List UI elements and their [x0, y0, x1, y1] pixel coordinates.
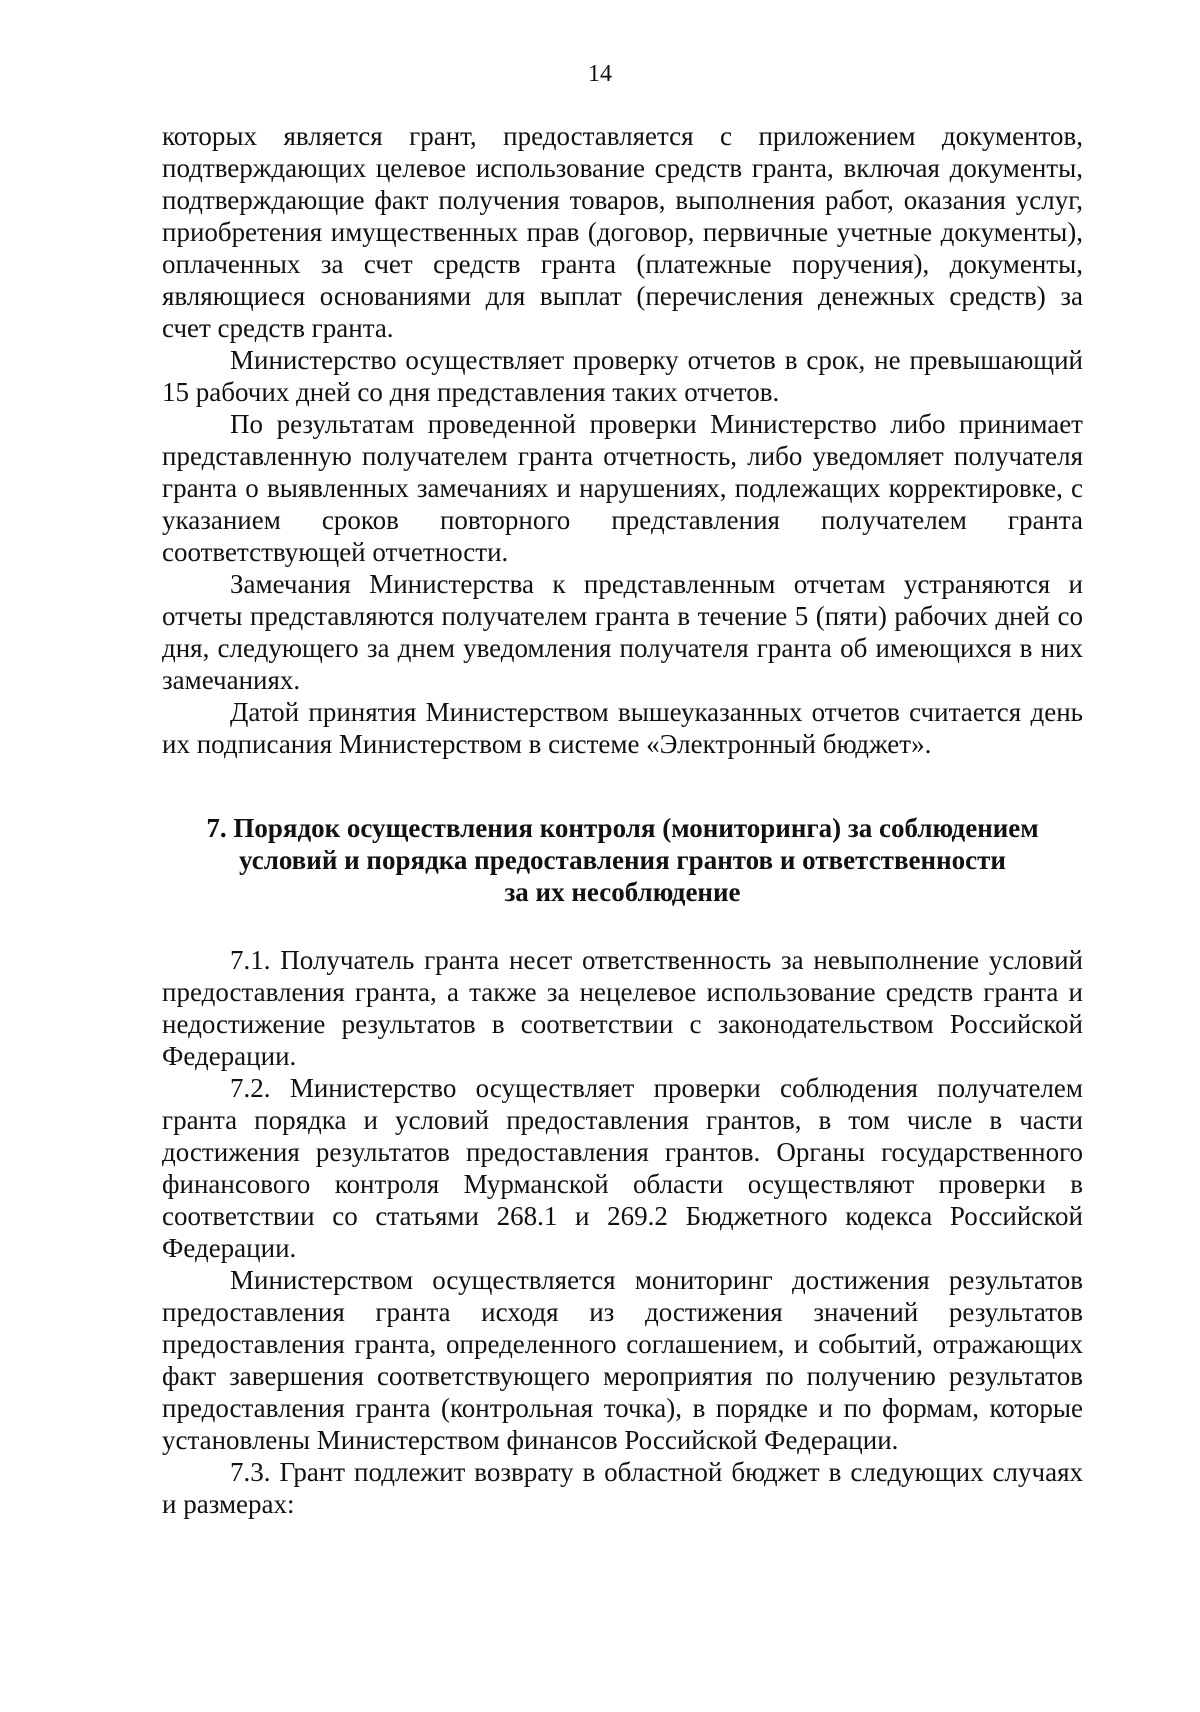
- section-heading-line: условий и порядка предоставления грантов и ответственности: [239, 845, 1006, 875]
- paragraph-check-results: По результатам проведенной проверки Министерство либо принимает представленную получателем гранта отчетность, либо уведомляет получателя гранта о выявленных замечаниях и нарушениях, подлежащих корректировке, с указанием сроков повторного представления получателем гранта соответствующей отчетности.: [162, 409, 1083, 567]
- section-heading-line: за их несоблюдение: [504, 877, 741, 907]
- paragraph-continuation: которых является грант, предоставляется с приложением документов, подтверждающих целевое использование средств гранта, включая документы, подтверждающие факт получения товаров, выполнения работ, оказания услуг, приобретения имущественных прав (договор, первичные учетные документы), оплаченных за счет средств гранта (платежные поручения), документы, являющиеся основаниями для выплат (перечисления денежных средств) за счет средств гранта.: [162, 121, 1083, 343]
- section-heading-line: 7. Порядок осуществления контроля (мониторинга) за соблюдением: [206, 813, 1039, 843]
- paragraph-7-1: 7.1. Получатель гранта несет ответственность за невыполнение условий предоставления гранта, а также за нецелевое использование средств гранта и недостижение результатов в соответствии с законодательством Российской Федерации.: [162, 945, 1083, 1071]
- paragraph-report-check-deadline: Министерство осуществляет проверку отчетов в срок, не превышающий 15 рабочих дней со дня представления таких отчетов.: [162, 345, 1083, 407]
- document-body: [162, 120, 1083, 1520]
- section-heading: [162, 812, 1083, 908]
- paragraph-remarks-correction: Замечания Министерства к представленным отчетам устраняются и отчеты представляются получателем гранта в течение 5 (пяти) рабочих дней со дня, следующего за днем уведомления получателя гранта об имеющихся в них замечаниях.: [162, 569, 1083, 695]
- paragraph-acceptance-date: Датой принятия Министерством вышеуказанных отчетов считается день их подписания Министерством в системе «Электронный бюджет».: [162, 697, 1083, 759]
- page-number: 14: [588, 61, 612, 87]
- paragraph-monitoring: Министерством осуществляется мониторинг достижения результатов предоставления гранта исходя из достижения значений результатов предоставления гранта, определенного соглашением, и событий, отражающих факт завершения соответствующего мероприятия по получению результатов предоставления гранта (контрольная точка), в порядке и по формам, которые установлены Министерством финансов Российской Федерации.: [162, 1265, 1083, 1455]
- paragraph-7-3: 7.3. Грант подлежит возврату в областной бюджет в следующих случаях и размерах:: [162, 1457, 1083, 1519]
- paragraph-7-2: 7.2. Министерство осуществляет проверки соблюдения получателем гранта порядка и условий предоставления грантов, в том числе в части достижения результатов предоставления грантов. Органы государственного финансового контроля Мурманской области осуществляют проверки в соответствии со статьями 268.1 и 269.2 Бюджетного кодекса Российской Федерации.: [162, 1073, 1083, 1263]
